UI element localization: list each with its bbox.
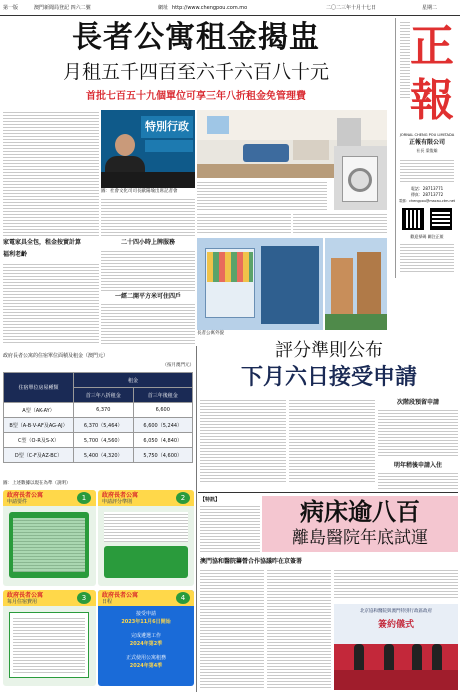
top-info-bar <box>0 0 460 16</box>
second-body-text-4 <box>378 471 458 489</box>
signing-table <box>334 670 458 690</box>
third-body-text-2 <box>200 568 264 688</box>
backdrop-sign-2 <box>145 140 193 152</box>
photo-floor-plan <box>197 238 323 330</box>
table-header-first-three: 首三年八折租金 <box>74 388 134 403</box>
schedule-label-3: 正式使用公寓租務 <box>125 655 166 661</box>
bed <box>293 140 329 160</box>
third-intro-label: 【特訊】 <box>200 497 221 503</box>
lead-sidebar-heading-2: 福利老齡 <box>3 251 28 258</box>
masthead-company: 正報有限公司 <box>408 139 445 146</box>
mid-heading-2: 一經二開平方米可住四戶 <box>114 293 181 300</box>
lead-body-text-8 <box>101 302 195 344</box>
schedule-date-3: 2024年第4季 <box>129 663 163 669</box>
signing-banner: 簽約儀式 <box>377 620 414 630</box>
rent-table-title: 政府長者公寓的住宿單位面積及租金（澳門元） <box>3 353 109 359</box>
third-body-text-1 <box>200 504 260 554</box>
second-body-text-2 <box>289 398 375 484</box>
masthead <box>395 18 457 278</box>
logo-char-bao: 報 <box>410 75 454 126</box>
third-body-heading: 澳門協和醫院籌營合作協議昨在京簽署 <box>200 558 303 565</box>
lead-body-text-1 <box>3 110 99 236</box>
sofa <box>243 144 289 162</box>
lead-body-text-2 <box>3 262 99 344</box>
lead-tagline: 首批七百五十九個單位可享三年八折租金免管理費 <box>86 91 306 102</box>
masthead-tel: 電話：28713771 <box>410 186 444 191</box>
info-card-fees: 政府長者公寓 每月住宿費用 3 <box>3 590 96 686</box>
table-row: B型（A-B·V-AF及AG-AJ） 6,370（5,464） 6,600（5,244） <box>4 418 193 433</box>
lead-headline: 長者公寓租金揭盅 <box>72 20 320 55</box>
washer-drum-icon <box>348 168 372 192</box>
photo-towers <box>325 238 387 330</box>
backdrop-sign: 特別行政 <box>141 116 193 138</box>
second-side-heading-1: 次階段預留申請 <box>396 399 439 406</box>
photo-washer <box>334 146 387 210</box>
table-header-rent: 租金 <box>74 373 193 388</box>
photo-signing-ceremony <box>334 604 458 690</box>
step-badge: 1 <box>77 492 91 504</box>
speaker-head <box>115 134 135 156</box>
second-headline: 下月六日接受申請 <box>240 365 417 390</box>
qr-code-icon[interactable] <box>402 208 424 230</box>
table-row: A型（AK-AY） 6,370 6,600 <box>4 403 193 418</box>
issue-date: 二〇二三年十月十七日 <box>326 5 377 11</box>
schedule-date-1: 2023年11月6日開始 <box>121 619 171 625</box>
step-badge: 3 <box>77 592 91 604</box>
rent-table <box>3 372 193 463</box>
schedule-label-1: 接受申請 <box>135 611 156 617</box>
photo-speaker <box>101 110 195 188</box>
third-subheadline: 離島醫院年底試運 <box>292 528 428 548</box>
second-kicker: 評分準則公布 <box>275 340 383 361</box>
table-header-type: 住宿單位房屋種類 <box>4 373 74 403</box>
photo-caption-speaker: 圖：社會文化司司長歐陽瑜出席記者會 <box>101 189 178 194</box>
table-header-after-three: 首三年後租金 <box>133 388 193 403</box>
window <box>207 116 229 134</box>
page-number: 第一版 <box>3 5 19 11</box>
lead-body-text-3 <box>101 197 195 237</box>
masthead-address-block <box>400 158 454 184</box>
mid-heading: 二十四小時上牌服務 <box>120 239 175 246</box>
lead-subheadline: 月租五千四百至六千六百八十元 <box>62 61 329 83</box>
info-card-criteria: 政府長者公寓 申請評分準則 2 <box>98 490 194 586</box>
lead-body-text-5 <box>197 212 291 234</box>
website-link[interactable]: http://www.chengpou.com.mo <box>172 5 248 11</box>
lead-body-text-7 <box>101 249 195 291</box>
logo-char-zheng: 正 <box>410 21 454 72</box>
second-body-text-1 <box>200 398 286 484</box>
weekday: 星期二 <box>422 5 438 11</box>
second-side-heading-2: 明年稍後申請入住 <box>393 462 442 469</box>
web-label: 網址 <box>158 5 169 11</box>
table-row: C型（O-R及S-X） 5,700（4,560） 6,050（4,840） <box>4 433 193 448</box>
column-divider <box>196 346 197 692</box>
info-card-requirements: 政府長者公寓 申請要件 1 <box>3 490 96 586</box>
table-row: D型（C-F及AZ-BC） 5,400（4,320） 5,750（4,600） <box>4 448 193 463</box>
schedule-date-2: 2024年第2季 <box>129 641 163 647</box>
third-body-text-4 <box>334 568 458 600</box>
step-badge: 2 <box>176 492 190 504</box>
lead-body-text-6 <box>293 212 387 234</box>
lead-body-text-4 <box>197 180 327 210</box>
masthead-english: JORNAL CHENG POU LIMITADA <box>399 133 455 137</box>
qr-code-icon-2[interactable] <box>430 208 452 230</box>
masthead-publisher: 社長 梁俊雄 <box>416 148 438 153</box>
photo-caption-apartment: 長者公寓外貌 <box>197 331 224 336</box>
third-headline-box <box>262 496 458 552</box>
qr-caption: 歡迎掃碼 關注正報 <box>410 234 444 239</box>
schedule-label-2: 完成遴選工作 <box>130 633 161 639</box>
signing-banner-org: 北京協和醫院與澳門特別行政區政府 <box>360 609 432 614</box>
third-body-text-3 <box>267 568 331 688</box>
rent-table-caption: 圖：上述數據以現在為準（說明） <box>3 481 71 486</box>
step-badge: 4 <box>176 592 190 604</box>
masthead-fax: 傳真：28713772 <box>410 192 444 197</box>
info-card-schedule: 政府長者公寓 日程 4 接受申請 2023年11月6日開始 完成遴選工作 2024年第2季 正式使用公寓租務 2024年第4季 <box>98 590 194 686</box>
masthead-fine-print <box>400 242 454 274</box>
podium <box>101 172 195 188</box>
rent-table-note: （按月澳門元） <box>162 363 194 368</box>
lead-sidebar-heading-1: 家電家具全包，租金按實計算 <box>3 239 82 246</box>
floor-plan-units <box>207 252 253 282</box>
section-divider <box>198 492 458 493</box>
registration-number: 澳門新聞局登記 四六二號 <box>34 5 91 11</box>
masthead-email: 電郵：chengpou@macau.ctm.net <box>398 199 456 203</box>
third-headline: 病床逾八百 <box>300 497 420 526</box>
second-body-text-3 <box>378 408 458 458</box>
